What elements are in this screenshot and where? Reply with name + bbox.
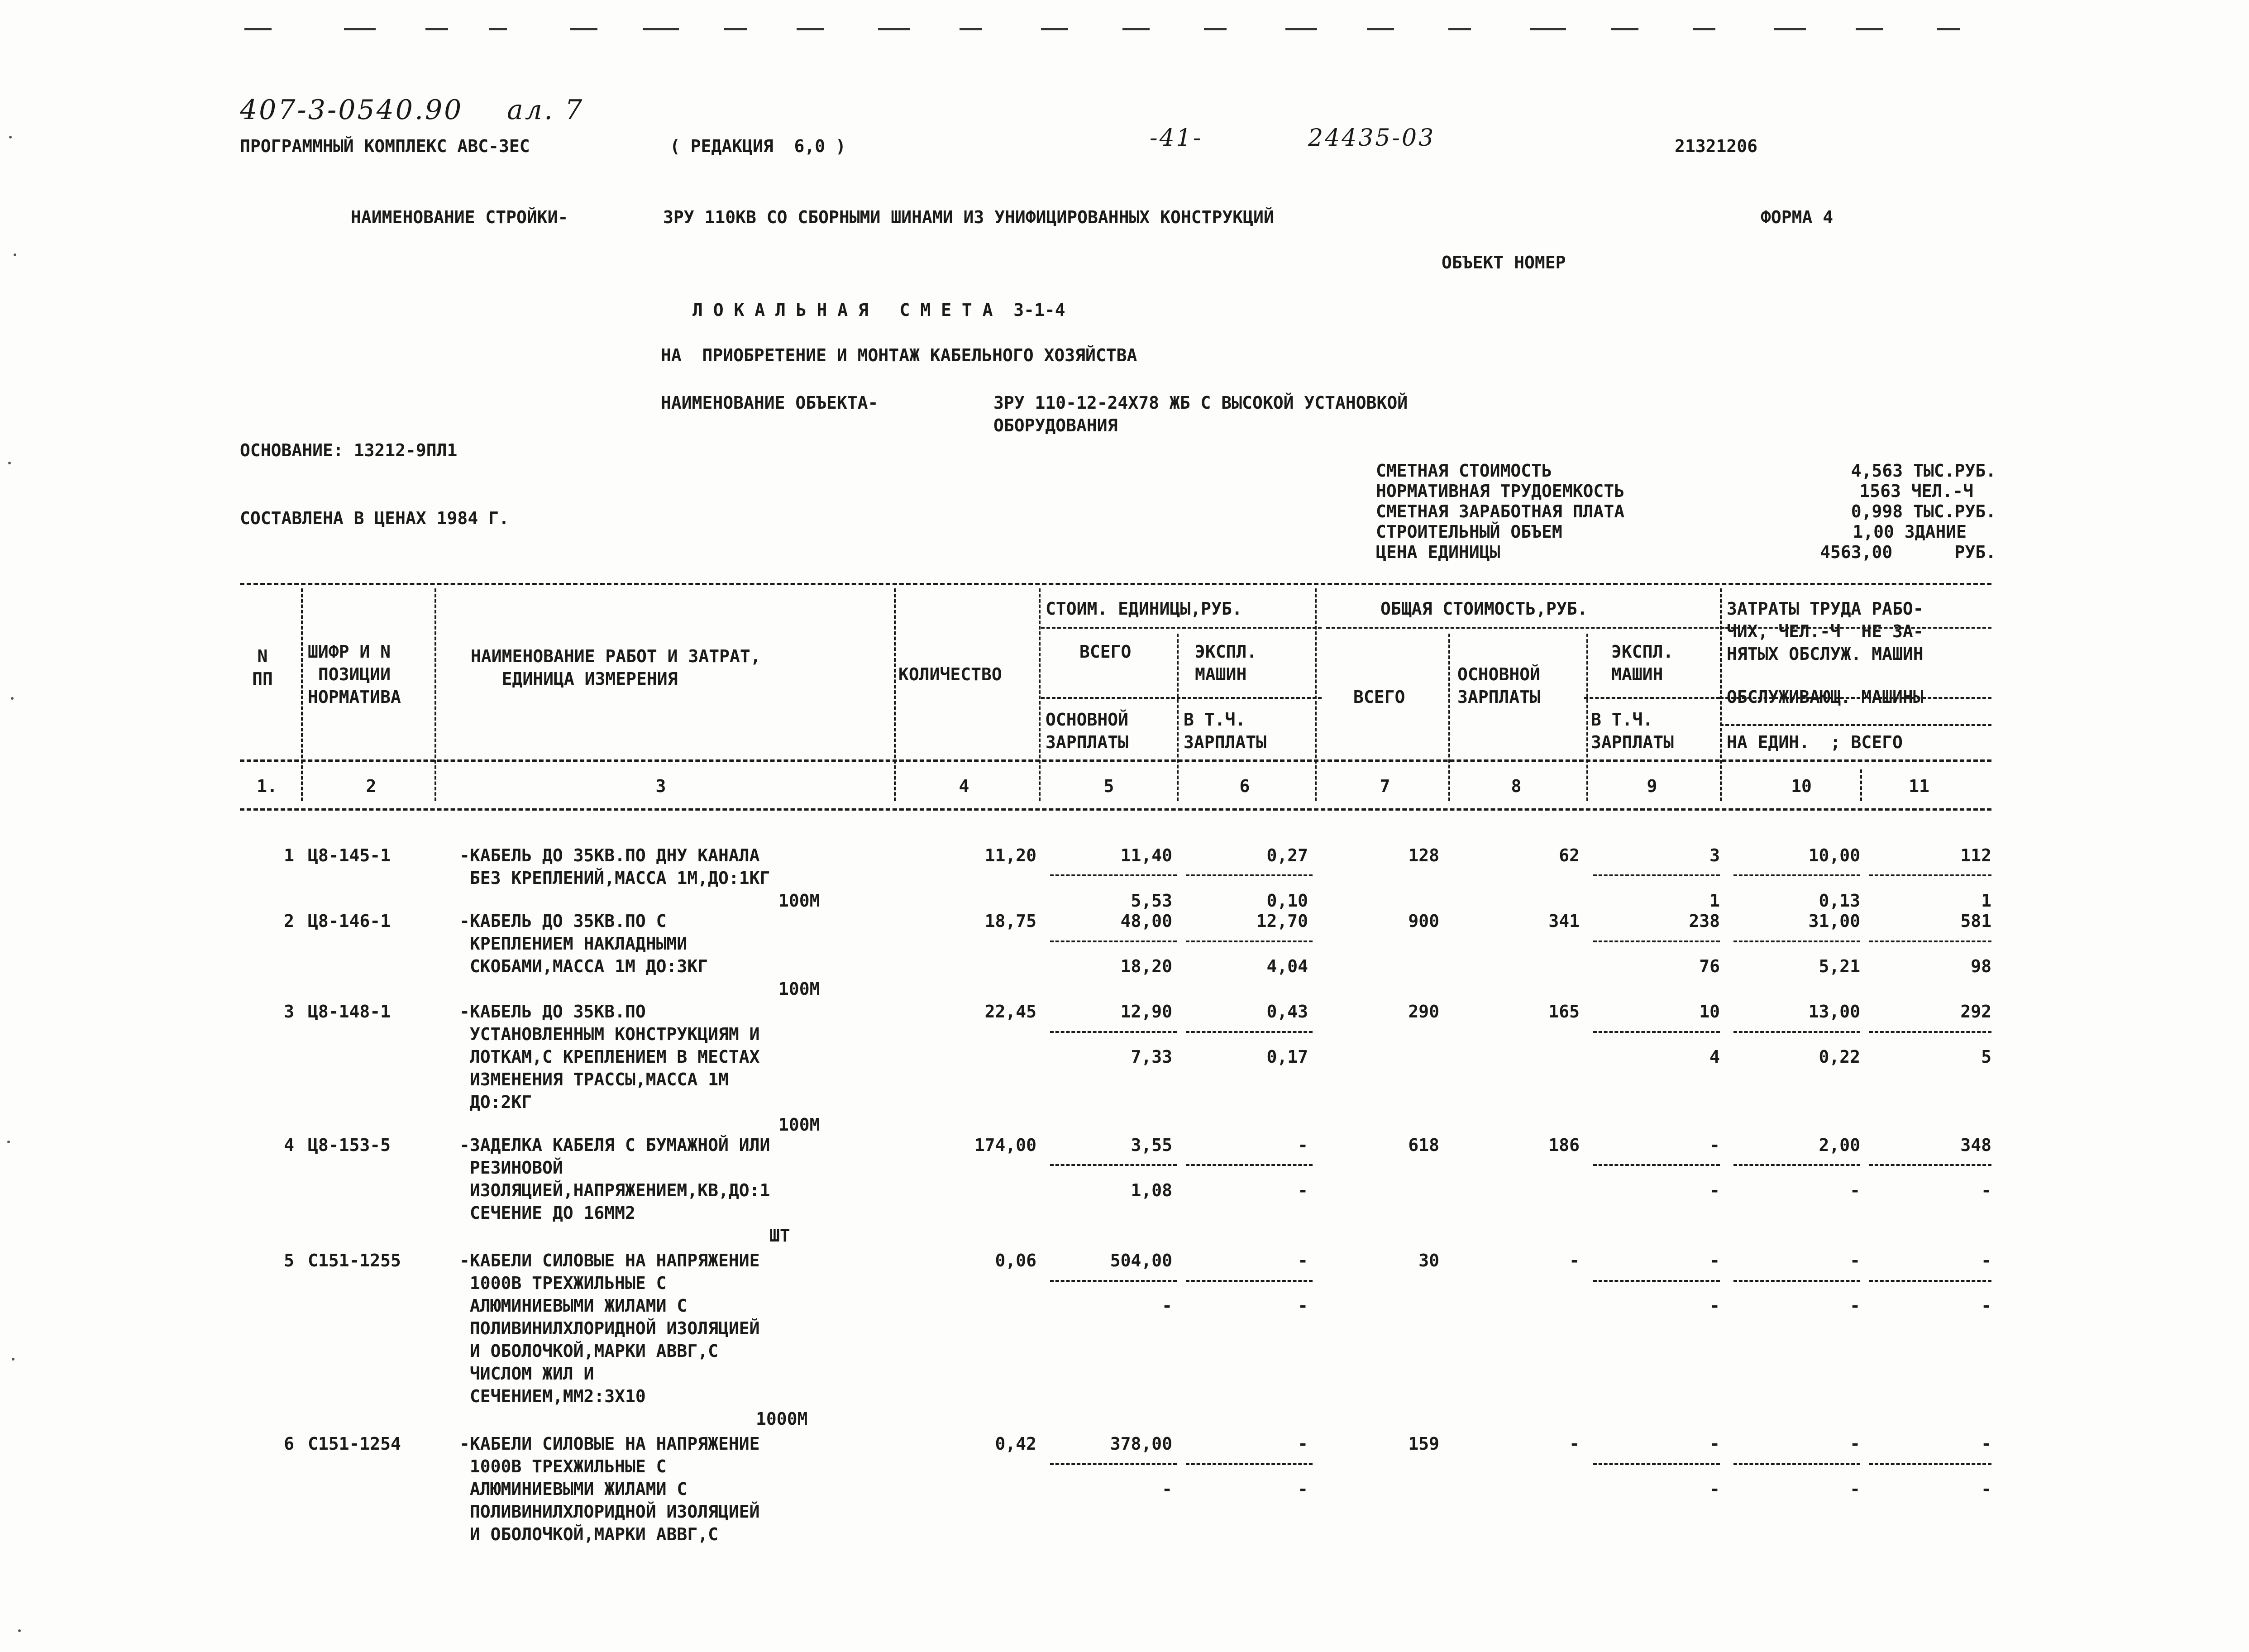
row-c10a: 31,00 bbox=[1808, 911, 1860, 931]
row-c6b: - bbox=[1298, 1479, 1308, 1499]
row-c5b: 7,33 bbox=[1131, 1047, 1172, 1067]
row-name-line: ПОЛИВИНИЛХЛОРИДНОЙ ИЗОЛЯЦИЕЙ bbox=[459, 1502, 760, 1522]
construction-value: ЗРУ 110КВ СО СБОРНЫМИ ШИНАМИ ИЗ УНИФИЦИРОВАННЫХ КОНСТРУКЦИЙ bbox=[663, 207, 1274, 227]
row-name-line: АЛЮМИНИЕВЫМИ ЖИЛАМИ С bbox=[459, 1296, 688, 1316]
row-c10a: 2,00 bbox=[1819, 1135, 1860, 1155]
header-na-edin: НА ЕДИН. ; ВСЕГО bbox=[1727, 732, 1903, 752]
object-label: НАИМЕНОВАНИЕ ОБЪЕКТА- bbox=[661, 393, 879, 413]
col-divider-4 bbox=[1039, 588, 1041, 801]
row-name-line: 1000В ТРЕХЖИЛЬНЫЕ С bbox=[459, 1273, 667, 1293]
row-name-line: КРЕПЛЕНИЕМ НАКЛАДНЫМИ bbox=[459, 934, 688, 954]
row-qty: 11,20 bbox=[984, 845, 1036, 865]
row-name-line: ИЗОЛЯЦИЕЙ,НАПРЯЖЕНИЕМ,КВ,ДО:1 bbox=[459, 1180, 770, 1200]
row-code: С151-1255 bbox=[308, 1251, 401, 1270]
header-col4: КОЛИЧЕСТВО bbox=[898, 664, 1002, 684]
row-c11b: 1 bbox=[1981, 891, 1991, 911]
row-name-line: ИЗМЕНЕНИЯ ТРАССЫ,МАССА 1М bbox=[459, 1070, 729, 1089]
row-divider bbox=[1593, 1280, 1720, 1282]
row-divider bbox=[1186, 1463, 1313, 1465]
header-col1: N ПП bbox=[252, 646, 273, 689]
colnum-1: 1. bbox=[257, 776, 277, 796]
row-c11a: 292 bbox=[1960, 1002, 1991, 1022]
summary-label-1: НОРМАТИВНАЯ ТРУДОЕМКОСТЬ bbox=[1376, 481, 1625, 501]
row-divider bbox=[1050, 941, 1177, 942]
row-c7: 159 bbox=[1408, 1434, 1439, 1454]
row-c9b: 1 bbox=[1709, 891, 1720, 911]
row-divider bbox=[1869, 1164, 1991, 1166]
row-name-line: ПОЛИВИНИЛХЛОРИДНОЙ ИЗОЛЯЦИЕЙ bbox=[459, 1318, 760, 1338]
object-number-label: ОБЪЕКТ НОМЕР bbox=[1442, 253, 1566, 272]
document-number: 24435-03 bbox=[1308, 124, 1436, 152]
row-name-line: И ОБОЛОЧКОЙ,МАРКИ АВВГ,С bbox=[459, 1341, 718, 1361]
row-c9b: - bbox=[1709, 1180, 1720, 1200]
row-name-line: -КАБЕЛЬ ДО 35КВ.ПО bbox=[459, 1002, 646, 1022]
row-code: Ц8-145-1 bbox=[308, 845, 391, 865]
row-name-line: -КАБЕЛИ СИЛОВЫЕ НА НАПРЯЖЕНИЕ bbox=[459, 1251, 760, 1270]
row-c11b: - bbox=[1981, 1296, 1991, 1316]
row-divider bbox=[1593, 1031, 1720, 1033]
row-unit: ШТ bbox=[769, 1226, 790, 1246]
row-c11a: - bbox=[1981, 1434, 1991, 1454]
row-c10b: 0,13 bbox=[1819, 891, 1860, 911]
row-name-line: И ОБОЛОЧКОЙ,МАРКИ АВВГ,С bbox=[459, 1524, 718, 1544]
row-divider bbox=[1869, 941, 1991, 942]
row-divider bbox=[1593, 941, 1720, 942]
row-name-line: СКОБАМИ,МАССА 1М ДО:3КГ bbox=[459, 956, 708, 976]
row-name-line: РЕЗИНОВОЙ bbox=[459, 1158, 563, 1178]
header-unit-cost: СТОИМ. ЕДИНИЦЫ,РУБ. bbox=[1046, 599, 1242, 619]
row-divider bbox=[1050, 1164, 1177, 1166]
estimate-subtitle: НА ПРИОБРЕТЕНИЕ И МОНТАЖ КАБЕЛЬНОГО ХОЗЯЙСТВА bbox=[661, 345, 1137, 365]
row-c5a: 504,00 bbox=[1110, 1251, 1172, 1270]
page-number: -41- bbox=[1150, 124, 1203, 152]
edition-label: ( РЕДАКЦИЯ 6,0 ) bbox=[670, 136, 846, 156]
row-c6b: 0,10 bbox=[1266, 891, 1308, 911]
colnum-7: 7 bbox=[1380, 776, 1390, 796]
row-name-line: СЕЧЕНИЕ ДО 16ММ2 bbox=[459, 1203, 635, 1223]
ekspl-mid-rule bbox=[1584, 697, 1720, 699]
header-col3: НАИМЕНОВАНИЕ РАБОТ И ЗАТРАТ, ЕДИНИЦА ИЗМЕРЕНИЯ bbox=[471, 646, 761, 689]
col-divider-10 bbox=[1860, 769, 1862, 801]
row-unit: 1000М bbox=[756, 1409, 808, 1429]
row-c6a: 12,70 bbox=[1256, 911, 1308, 931]
row-c7: 290 bbox=[1408, 1002, 1439, 1022]
row-number: 3 bbox=[284, 1002, 294, 1022]
header-unit-vsego: ВСЕГО bbox=[1079, 642, 1132, 662]
summary-value-4: 4563,00 РУБ. bbox=[1820, 542, 1996, 562]
row-qty: 22,45 bbox=[984, 1002, 1036, 1022]
row-c11a: 581 bbox=[1960, 911, 1991, 931]
row-c8: 341 bbox=[1548, 911, 1580, 931]
unit-cost-mid-rule bbox=[1041, 697, 1322, 699]
row-divider bbox=[1869, 1280, 1991, 1282]
row-c5a: 48,00 bbox=[1120, 911, 1172, 931]
row-name-line: -КАБЕЛЬ ДО 35КВ.ПО ДНУ КАНАЛА bbox=[459, 845, 760, 865]
row-c7: 618 bbox=[1408, 1135, 1439, 1155]
row-name-line: 1000В ТРЕХЖИЛЬНЫЕ С bbox=[459, 1456, 667, 1476]
row-name-line: БЕЗ КРЕПЛЕНИЙ,МАССА 1М,ДО:1КГ bbox=[459, 868, 770, 888]
row-c7: 900 bbox=[1408, 911, 1439, 931]
row-c5b: 1,08 bbox=[1131, 1180, 1172, 1200]
row-c9b: 76 bbox=[1699, 956, 1720, 976]
row-c5a: 3,55 bbox=[1131, 1135, 1172, 1155]
row-c7: 30 bbox=[1418, 1251, 1439, 1270]
row-divider bbox=[1186, 1031, 1313, 1033]
row-name-line: ЧИСЛОМ ЖИЛ И bbox=[459, 1364, 594, 1384]
row-c6a: 0,27 bbox=[1266, 845, 1308, 865]
row-c11a: 348 bbox=[1960, 1135, 1991, 1155]
form-label: ФОРМА 4 bbox=[1761, 207, 1834, 227]
row-divider bbox=[1869, 874, 1991, 876]
table-top-rule bbox=[240, 583, 1991, 585]
unit-cost-sub-rule bbox=[1041, 627, 1322, 629]
row-c8: 62 bbox=[1559, 845, 1580, 865]
row-number: 1 bbox=[284, 845, 294, 865]
row-c6a: - bbox=[1298, 1434, 1308, 1454]
col-divider-9 bbox=[1720, 588, 1722, 801]
header-bottom-rule bbox=[240, 759, 1991, 762]
row-c5b: - bbox=[1162, 1296, 1172, 1316]
row-c11b: 98 bbox=[1971, 956, 1991, 976]
colnum-10: 10 bbox=[1791, 776, 1812, 796]
summary-value-2: 0,998 ТЫС.РУБ. bbox=[1851, 501, 1996, 521]
row-c10a: 13,00 bbox=[1808, 1002, 1860, 1022]
row-divider bbox=[1733, 874, 1860, 876]
handwritten-album: ал. 7 bbox=[507, 94, 584, 126]
row-c6a: - bbox=[1298, 1251, 1308, 1270]
row-c11b: - bbox=[1981, 1479, 1991, 1499]
row-c10a: - bbox=[1850, 1434, 1860, 1454]
row-divider bbox=[1186, 1164, 1313, 1166]
row-c11a: 112 bbox=[1960, 845, 1991, 865]
row-divider bbox=[1733, 1463, 1860, 1465]
summary-label-0: СМЕТНАЯ СТОИМОСТЬ bbox=[1376, 461, 1552, 481]
summary-value-0: 4,563 ТЫС.РУБ. bbox=[1851, 461, 1996, 481]
row-divider bbox=[1869, 1031, 1991, 1033]
header-total-vtch: В Т.Ч. ЗАРПЛАТЫ bbox=[1591, 710, 1674, 752]
row-name-line: СЕЧЕНИЕМ,ММ2:3Х10 bbox=[459, 1386, 646, 1406]
row-divider bbox=[1050, 1280, 1177, 1282]
colnum-6: 6 bbox=[1239, 776, 1250, 796]
summary-label-2: СМЕТНАЯ ЗАРАБОТНАЯ ПЛАТА bbox=[1376, 501, 1625, 521]
row-qty: 18,75 bbox=[984, 911, 1036, 931]
header-col2: ШИФР И N ПОЗИЦИИ НОРМАТИВА bbox=[308, 642, 401, 707]
colnum-11: 11 bbox=[1909, 776, 1929, 796]
row-c11b: 5 bbox=[1981, 1047, 1991, 1067]
summary-label-4: ЦЕНА ЕДИНИЦЫ bbox=[1376, 542, 1500, 562]
row-divider bbox=[1050, 1463, 1177, 1465]
row-name-line: ЛОТКАМ,С КРЕПЛЕНИЕМ В МЕСТАХ bbox=[459, 1047, 760, 1067]
row-unit: 100М bbox=[778, 1115, 820, 1135]
col-divider-7 bbox=[1448, 634, 1450, 801]
colnum-3: 3 bbox=[655, 776, 666, 796]
numbers-bottom-rule bbox=[240, 808, 1991, 811]
row-code: С151-1254 bbox=[308, 1434, 401, 1454]
row-divider bbox=[1733, 941, 1860, 942]
row-c8: 165 bbox=[1548, 1002, 1580, 1022]
row-qty: 0,42 bbox=[995, 1434, 1036, 1454]
row-name-line: УСТАНОВЛЕННЫМ КОНСТРУКЦИЯМ И bbox=[459, 1024, 760, 1044]
row-c6b: 0,17 bbox=[1266, 1047, 1308, 1067]
header-total-ekspl: ЭКСПЛ. МАШИН bbox=[1611, 642, 1674, 684]
row-c10b: - bbox=[1850, 1296, 1860, 1316]
row-number: 2 bbox=[284, 911, 294, 931]
row-c5b: - bbox=[1162, 1479, 1172, 1499]
row-divider bbox=[1869, 1463, 1991, 1465]
row-c10b: - bbox=[1850, 1180, 1860, 1200]
row-c9a: 10 bbox=[1699, 1002, 1720, 1022]
row-divider bbox=[1733, 1031, 1860, 1033]
code-right: 21321206 bbox=[1675, 136, 1758, 156]
row-divider bbox=[1733, 1164, 1860, 1166]
header-unit-vtch: В Т.Ч. ЗАРПЛАТЫ bbox=[1184, 710, 1267, 752]
software-label: ПРОГРАММНЫЙ КОМПЛЕКС АВС-3ЕС bbox=[240, 136, 530, 156]
object-line-2: ОБОРУДОВАНИЯ bbox=[993, 415, 1118, 435]
row-c7: 128 bbox=[1408, 845, 1439, 865]
row-divider bbox=[1593, 1463, 1720, 1465]
row-c8: 186 bbox=[1548, 1135, 1580, 1155]
header-unit-ekspl: ЭКСПЛ. МАШИН bbox=[1195, 642, 1257, 684]
row-c6a: 0,43 bbox=[1266, 1002, 1308, 1022]
row-name-line: -КАБЕЛИ СИЛОВЫЕ НА НАПРЯЖЕНИЕ bbox=[459, 1434, 760, 1454]
colnum-5: 5 bbox=[1103, 776, 1114, 796]
row-c10a: 10,00 bbox=[1808, 845, 1860, 865]
row-qty: 174,00 bbox=[974, 1135, 1036, 1155]
row-c9b: 4 bbox=[1709, 1047, 1720, 1067]
row-divider bbox=[1186, 941, 1313, 942]
row-c10a: - bbox=[1850, 1251, 1860, 1270]
row-number: 4 bbox=[284, 1135, 294, 1155]
row-divider bbox=[1186, 1280, 1313, 1282]
col-divider-6 bbox=[1315, 588, 1317, 801]
colnum-2: 2 bbox=[366, 776, 377, 796]
row-c5a: 12,90 bbox=[1120, 1002, 1172, 1022]
row-number: 6 bbox=[284, 1434, 294, 1454]
summary-value-1: 1563 ЧЕЛ.-Ч bbox=[1859, 481, 1973, 501]
labor-low-rule bbox=[1720, 724, 1991, 726]
col-divider-8 bbox=[1586, 634, 1588, 801]
row-c8: - bbox=[1569, 1434, 1580, 1454]
row-c5a: 11,40 bbox=[1120, 845, 1172, 865]
row-c11b: - bbox=[1981, 1180, 1991, 1200]
col-divider-2 bbox=[435, 588, 436, 801]
handwritten-code: 407-3-0540.90 bbox=[240, 94, 463, 126]
row-unit: 100М bbox=[778, 979, 820, 999]
row-c6b: - bbox=[1298, 1296, 1308, 1316]
header-total-cost: ОБЩАЯ СТОИМОСТЬ,РУБ. bbox=[1380, 599, 1588, 619]
header-obsl: ОБСЛУЖИВАЮЩ. МАШИНЫ bbox=[1727, 687, 1924, 707]
colnum-8: 8 bbox=[1511, 776, 1522, 796]
row-c5b: 18,20 bbox=[1120, 956, 1172, 976]
price-level: СОСТАВЛЕНА В ЦЕНАХ 1984 Г. bbox=[240, 508, 509, 528]
row-code: Ц8-148-1 bbox=[308, 1002, 391, 1022]
row-c9a: - bbox=[1709, 1434, 1720, 1454]
row-c9a: 238 bbox=[1689, 911, 1720, 931]
row-c10b: 0,22 bbox=[1819, 1047, 1860, 1067]
colnum-9: 9 bbox=[1647, 776, 1657, 796]
row-divider bbox=[1050, 1031, 1177, 1033]
row-unit: 100М bbox=[778, 891, 820, 911]
header-unit-osn: ОСНОВНОЙ ЗАРПЛАТЫ bbox=[1046, 710, 1129, 752]
col-divider-5 bbox=[1177, 634, 1179, 801]
row-c5a: 378,00 bbox=[1110, 1434, 1172, 1454]
header-labor: ЗАТРАТЫ ТРУДА РАБО- ЧИХ, ЧЕЛ.-Ч НЕ ЗА- НЯТЫХ ОБСЛУЖ. МАШИН bbox=[1727, 599, 1924, 664]
basis: ОСНОВАНИЕ: 13212-9ПЛ1 bbox=[240, 440, 458, 460]
row-code: Ц8-153-5 bbox=[308, 1135, 391, 1155]
object-line-1: ЗРУ 110-12-24Х78 ЖБ С ВЫСОКОЙ УСТАНОВКОЙ bbox=[993, 393, 1408, 413]
row-c9b: - bbox=[1709, 1479, 1720, 1499]
row-c6b: 4,04 bbox=[1266, 956, 1308, 976]
construction-label: НАИМЕНОВАНИЕ СТРОЙКИ- bbox=[351, 207, 568, 227]
row-divider bbox=[1050, 874, 1177, 876]
row-c10b: - bbox=[1850, 1479, 1860, 1499]
row-c9a: 3 bbox=[1709, 845, 1720, 865]
row-c9b: - bbox=[1709, 1296, 1720, 1316]
col-divider-3 bbox=[894, 588, 896, 801]
summary-label-3: СТРОИТЕЛЬНЫЙ ОБЪЕМ bbox=[1376, 522, 1562, 542]
row-c11a: - bbox=[1981, 1251, 1991, 1270]
summary-value-3: 1,00 ЗДАНИЕ bbox=[1853, 522, 1967, 542]
row-c6b: - bbox=[1298, 1180, 1308, 1200]
row-qty: 0,06 bbox=[995, 1251, 1036, 1270]
row-name-line: АЛЮМИНИЕВЫМИ ЖИЛАМИ С bbox=[459, 1479, 688, 1499]
row-c6a: - bbox=[1298, 1135, 1308, 1155]
header-total-vsego: ВСЕГО bbox=[1353, 687, 1405, 707]
row-divider bbox=[1593, 874, 1720, 876]
row-c5b: 5,53 bbox=[1131, 891, 1172, 911]
row-c9a: - bbox=[1709, 1251, 1720, 1270]
row-name-line: -КАБЕЛЬ ДО 35КВ.ПО С bbox=[459, 911, 667, 931]
row-divider bbox=[1186, 874, 1313, 876]
row-divider bbox=[1593, 1164, 1720, 1166]
row-number: 5 bbox=[284, 1251, 294, 1270]
row-c10b: 5,21 bbox=[1819, 956, 1860, 976]
row-name-line: -ЗАДЕЛКА КАБЕЛЯ С БУМАЖНОЙ ИЛИ bbox=[459, 1135, 770, 1155]
total-cost-sub-rule bbox=[1326, 627, 1724, 629]
estimate-title: Л О К А Л Ь Н А Я С М Е Т А 3-1-4 bbox=[692, 300, 1065, 320]
colnum-4: 4 bbox=[959, 776, 969, 796]
row-c9a: - bbox=[1709, 1135, 1720, 1155]
row-code: Ц8-146-1 bbox=[308, 911, 391, 931]
row-c8: - bbox=[1569, 1251, 1580, 1270]
row-name-line: ДО:2КГ bbox=[459, 1092, 532, 1112]
row-divider bbox=[1733, 1280, 1860, 1282]
col-divider-1 bbox=[301, 588, 303, 801]
header-total-osn: ОСНОВНОЙ ЗАРПЛАТЫ bbox=[1457, 664, 1541, 707]
